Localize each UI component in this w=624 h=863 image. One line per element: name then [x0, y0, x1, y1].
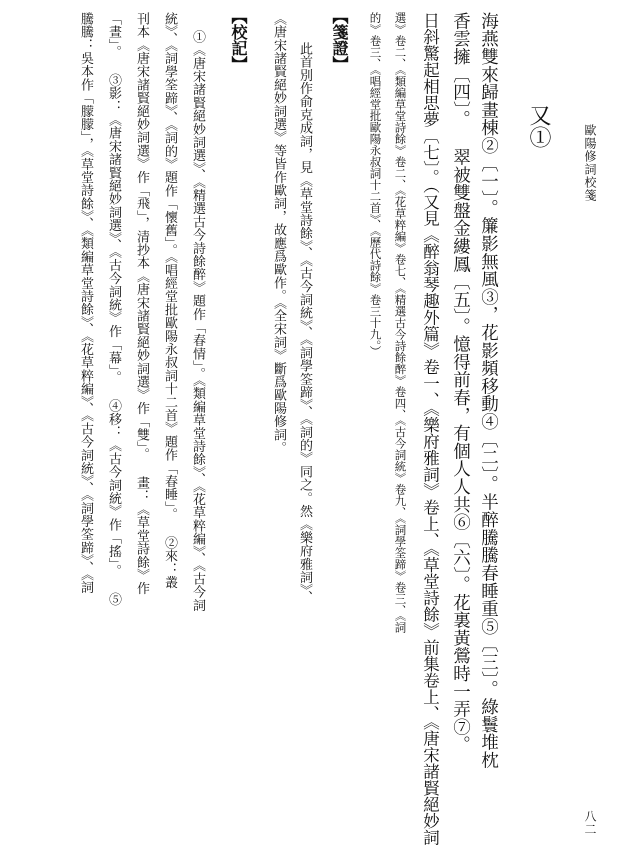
poem-line: 香雲擁〔四〕。 翠被雙盤金縷鳳〔五〕。憶得前春，有個人人共⑥〔六〕。花裏黃鶯時一弄⑦。 — [450, 12, 471, 754]
jiaoji-line: 「晝」。 ③影：《唐宋諸賢絕妙詞選》、《古今詞統》作「幕」。 ④移：《古今詞統》作「搖」。 ⑤ — [106, 12, 121, 606]
source-note-line: 的》卷三、《唱經堂批歐陽永叔詞十二首》、《歷代詩餘》卷三十九。） — [368, 12, 383, 357]
jiaoji-line: 騰騰：吳本作「朦朦」，《草堂詩餘》、《類編草堂詩餘》、《花草粹編》、《古今詞統》、《詞學筌蹄》、《詞 — [78, 12, 93, 594]
poem-line-with-source: 日斜驚起相思夢〔七〕。（又見《醉翁琴趣外篇》卷一、《樂府雅詞》卷上、《草堂詩餘》前集卷上、《唐宋諸賢絕妙詞 — [420, 12, 440, 846]
jianzheng-heading: 【箋證】 — [330, 8, 349, 72]
page-number: 八二 — [583, 810, 597, 836]
jiaoji-line: 刊本《唐宋諸賢絕妙詞選》作「飛」，清抄本《唐宋諸賢絕妙詞選》作「雙」。 畫：《草堂詩餘》作 — [134, 12, 149, 595]
jiaoji-heading: 【校記】 — [229, 8, 248, 72]
poem-line: 海燕雙來歸畫棟②〔一〕。簾影無風③，花影頻移動④〔二〕。半醉騰騰春睡重⑤〔三〕。綠鬟堆枕 — [478, 12, 499, 769]
jianzheng-line: 《唐宋諸賢絕妙詞選》等皆作歐詞，故應爲歐作。《全宋詞》斷爲歐陽修詞。 — [271, 12, 286, 455]
jiaoji-line: ①《唐宋諸賢絕妙詞選》、《精選古今詩餘醉》題作「春情」。《類編草堂詩餘》、《花草粹編》、《古今詞 — [190, 30, 205, 612]
jianzheng-line: 此首別作俞克成詞，見《草堂詩餘》、《古今詞統》、《詞學筌蹄》、《詞的》同之。然《樂府雅詞》、 — [297, 42, 312, 604]
source-note-line: 選》卷二、《類編草堂詩餘》卷二、《花草粹編》卷七、《精選古今詩餘醉》卷四、《古今詞統》卷九、《詞學筌蹄》卷三、《詞 — [393, 12, 408, 633]
poem-title: 又① — [526, 104, 551, 148]
jiaoji-line: 統》、《詞學筌蹄》、《詞的》題作「懷舊」。《唱經堂批歐陽永叔詞十二首》題作「春睡」。 ②來：叢 — [162, 12, 177, 589]
running-title: 歐陽修詞校箋 — [583, 124, 597, 202]
